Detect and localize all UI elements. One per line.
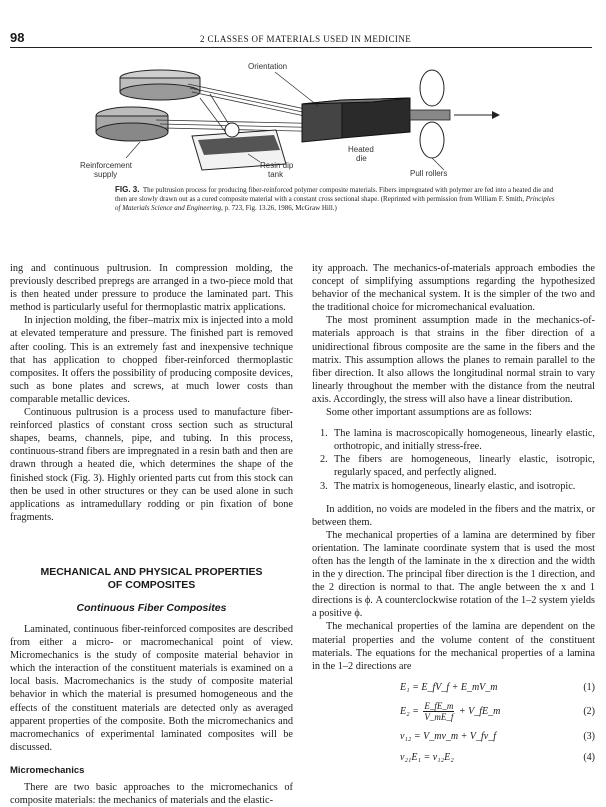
equation-body: ν₁₂ = V_mν_m + V_fν_f — [400, 730, 496, 742]
running-title: 2 CLASSES OF MATERIALS USED IN MEDICINE — [200, 34, 412, 44]
pull-roller-bottom — [420, 122, 444, 158]
equation-body: ν₂₁E₁ = ν₁₂E₂ — [400, 751, 454, 763]
label-reinforcement: Reinforcement — [80, 161, 133, 170]
equation-number: (4) — [583, 751, 595, 763]
right-column — [312, 262, 595, 768]
paragraph: The most prominent assumption made in the mechanics-of-materials approach is that strains in the fiber direction of a unidirectional fibrous composite are the same in the fibers and the matrix. This assumption allows the planes to remain parallel to the fiber direction. It also allows the longitudinal normal strain to vary linearly throughout the member with the distance from the neutral axis. Accordingly, the stress will also have a linear distribution. — [312, 315, 595, 405]
leader-reinforcement — [126, 142, 140, 158]
equation-4 — [312, 747, 595, 768]
figure-caption — [115, 185, 555, 213]
label-heated: Heated — [348, 145, 374, 154]
heated-die-body — [342, 98, 410, 138]
paragraph: Continuous pultrusion is a process used to manufacture fiber-reinforced plastics of constant cross section such as structural shapes, beams, channels, pipe, and tubing. In this process, continuous-strand fibers are impregnated in a resin bath and then are drawn through a heated die, which determines the shape of the finished stock (Fig. 3). Highly oriented parts cut from this stock can then be used in other structures or they can be used alone in such applications as intramedullary rodding or pin fixation of bone fragments. — [10, 407, 293, 523]
label-orientation: Orientation — [248, 62, 288, 71]
paragraph: In addition, no voids are modeled in the fibers and the matrix, or between them. — [312, 503, 595, 528]
list-item — [312, 480, 595, 493]
equation-body: E₁ = E_fV_f + E_mV_m — [400, 681, 498, 693]
fraction-denominator: V_mE_f — [424, 712, 454, 723]
paragraph: The mechanical properties of the lamina are dependent on the material properties and the volume content of the constituent materials. The equations for the mechanical properties of a lamina in the 1–2 directions are — [312, 621, 595, 672]
paragraph: In injection molding, the fiber–matrix mix is injected into a mold at elevated temperature and pressure. The finished part is removed after cooling. This is an extremely fast and inexpensive technique that has application to chopped fiber-reinforced thermoplastic composites. It offers the possibility of producing composite devices, such as bone plates and screws, at much lower costs than comparable metallic devices. — [10, 315, 293, 405]
guide-roller — [225, 123, 239, 137]
header-rule — [10, 47, 592, 48]
list-number: 3. — [320, 480, 328, 492]
caption-text: The pultrusion process for producing fiber-reinforced polymer composite materials. Fibers impregnated with polymer are fed into a heated die and then are slowly drawn out as a cured composite material with a constant cross sectional shape. (Reprinted with permission from William F. Smith, — [115, 186, 554, 203]
pultrusion-figure — [80, 58, 540, 206]
left-column — [10, 262, 293, 807]
paragraph: The mechanical properties of a lamina are determined by fiber orientation. The laminate coordinate system that is used the most often has the length of the laminate in the x direction and the width in the y direction. The principal fiber direction is the 1 direction, and the 2 direction is normal to that. The angle between the x and 1 directions is ϕ. A counterclockwise rotation of the 1–2 system yields a positive ϕ. — [312, 529, 595, 620]
list-text: The matrix is homogeneous, linearly elastic, and isotropic. — [334, 480, 576, 492]
leader-orientation — [275, 72, 318, 106]
fiber-roll-upper-base — [120, 84, 200, 100]
pull-roller-top — [420, 70, 444, 106]
list-number: 2. — [320, 454, 328, 466]
equation-number: (3) — [583, 730, 595, 742]
label-tank: tank — [268, 170, 284, 179]
fiber-roll-lower-base — [96, 123, 168, 141]
equation-2 — [312, 698, 595, 726]
cured-product — [410, 110, 450, 120]
label-resin-dip: Resin dip — [260, 161, 294, 170]
subsection-heading: Continuous Fiber Composites — [76, 601, 227, 614]
fraction — [423, 701, 454, 722]
caption-end: , p. 723, Fig. 13.26, 1986, McGraw Hill.) — [221, 204, 337, 212]
section-heading: MECHANICAL AND PHYSICAL PROPERTIES — [40, 565, 263, 578]
list-item — [312, 453, 595, 479]
paragraph: There are two basic approaches to the micromechanics of composite materials: the mechanics of materials and the elastic- — [10, 782, 293, 807]
paragraph: Laminated, continuous fiber-reinforced composites are described from either a micro- or macromechanical point of view. Micromechanics is the study of composite material behavior in which the interaction of the constituent materials is examined on a local basis. Macromechanics is the study of composite material behavior in which the material is presumed homogeneous and the effects of the constituent materials are detected only as averaged apparent properties of the composite. Both the micromechanics and macromechanics of experimental laminated composites will be discussed. — [10, 623, 293, 753]
caption-italic: Principles of Materials Science and Engineering — [115, 195, 555, 212]
section-heading-line2: OF COMPOSITES — [107, 578, 196, 591]
paragraph: ing and continuous pultrusion. In compression molding, the previously described prepregs are arranged in a two-piece mold that is then heated under pressure to produce the laminated part. This method is particularly useful for thermoplastic matrix applications. — [10, 263, 293, 314]
label-die: die — [356, 154, 367, 163]
list-number: 1. — [320, 428, 328, 440]
list-text: The fibers are homogeneous, linearly elastic, isotropic, regularly spaced, and perfectly aligned. — [334, 454, 595, 479]
equation-number: (1) — [583, 681, 595, 693]
side-heading: Micromechanics — [10, 764, 85, 776]
heated-die-front — [302, 100, 342, 142]
fraction-numerator: E_fE_m — [424, 701, 454, 712]
paragraph: Some other important assumptions are as follows: — [326, 407, 532, 419]
equation-1 — [312, 677, 595, 698]
caption-label: FIG. 3. — [115, 185, 140, 194]
equation-body — [312, 701, 571, 722]
arrow-head-icon — [492, 111, 500, 119]
equation-rest: + V_fE_m — [458, 706, 501, 718]
list-item — [312, 427, 595, 453]
equation-number: (2) — [583, 706, 595, 718]
equation-lhs: E₂ = — [400, 706, 419, 718]
label-pull-rollers: Pull rollers — [410, 169, 448, 178]
label-supply: supply — [94, 170, 118, 179]
list-text: The lamina is macroscopically homogeneous, linearly elastic, orthotropic, and initially stress-free. — [334, 428, 595, 453]
equation-3 — [312, 726, 595, 747]
page-number: 98 — [10, 30, 25, 45]
paragraph: ity approach. The mechanics-of-materials approach embodies the concept of simplifying assumptions regarding the hypothesized behavior of the mechanical system. It is the simpler of the two and the traditional choice for micromechanical evaluation. — [312, 263, 595, 314]
